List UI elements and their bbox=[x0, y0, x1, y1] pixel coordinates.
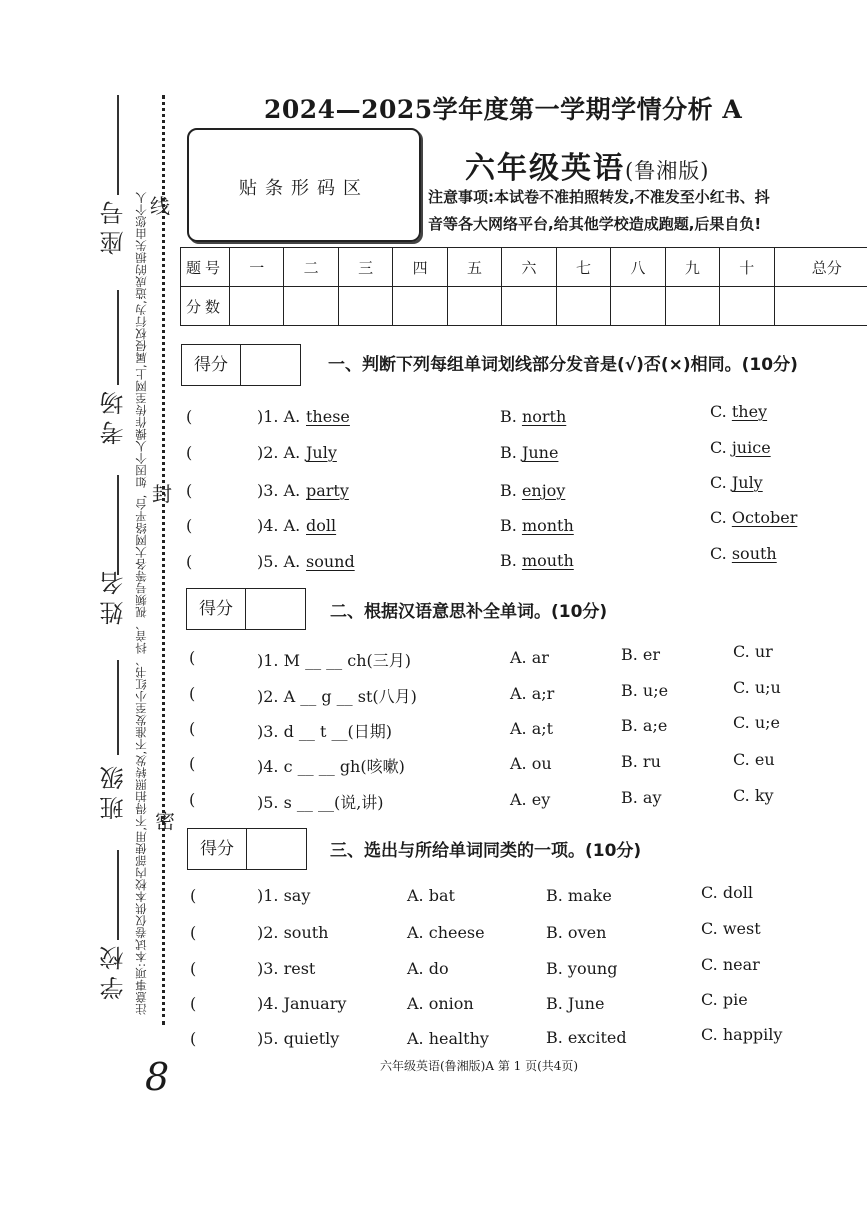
section-3-title: 三、选出与所给单词同类的一项。(10分) bbox=[330, 841, 642, 861]
option-a: party bbox=[306, 481, 349, 500]
answer-paren[interactable]: ( bbox=[190, 886, 197, 905]
option-b: B. June bbox=[500, 443, 559, 462]
option-c-word: juice bbox=[731, 438, 771, 457]
score-cell[interactable] bbox=[720, 287, 774, 326]
score-cell[interactable] bbox=[393, 287, 447, 326]
option-a: these bbox=[306, 407, 350, 426]
option-c: C. ky bbox=[733, 786, 774, 805]
score-cell[interactable] bbox=[447, 287, 501, 326]
answer-paren[interactable]: ( bbox=[189, 648, 196, 667]
score-cell[interactable] bbox=[556, 287, 610, 326]
option-c: C. ur bbox=[733, 642, 773, 661]
subject-name: 六年级英语 bbox=[465, 151, 625, 186]
notice-line-2: 音等各大网络平台,给其他学校造成跑题,后果自负! bbox=[428, 215, 762, 233]
side-notice-top: 如因个人操作传至网上,属侵权行为,造成的损失由您个人 bbox=[134, 191, 148, 488]
option-b: B. er bbox=[621, 645, 661, 664]
option-b: B. oven bbox=[546, 923, 607, 942]
item-stem: )2. A __ g __ st(八月) bbox=[257, 687, 417, 706]
option-c: C. eu bbox=[733, 750, 775, 769]
option-c: C. pie bbox=[701, 990, 748, 1009]
option-c: C. July bbox=[710, 473, 763, 492]
item-stem: )2. south bbox=[257, 923, 329, 942]
option-a: A. a;r bbox=[510, 684, 555, 703]
score-table bbox=[180, 247, 867, 326]
option-b: B. month bbox=[500, 516, 574, 535]
answer-paren[interactable]: ( bbox=[186, 443, 193, 462]
option-c: C. happily bbox=[701, 1025, 783, 1044]
score-box-label: 得分 bbox=[188, 829, 247, 869]
answer-paren[interactable]: ( bbox=[186, 516, 193, 535]
edition-name: (鲁湘版) bbox=[625, 159, 710, 183]
exam-room-label: 考场 bbox=[100, 385, 128, 445]
school-blank-line bbox=[117, 850, 119, 940]
option-c: C. juice bbox=[710, 438, 771, 457]
option-a: A. a;t bbox=[510, 719, 554, 738]
seal-char-line: 线 bbox=[150, 194, 170, 218]
row-label-question: 题号 bbox=[181, 248, 230, 287]
option-c: C. they bbox=[710, 402, 768, 421]
item-stem: )5. s __ __(说,讲) bbox=[257, 793, 384, 812]
class-blank-line bbox=[117, 660, 119, 755]
option-b: B. June bbox=[546, 994, 605, 1013]
barcode-label: 贴条形码区 bbox=[239, 178, 369, 199]
option-c: C. west bbox=[701, 919, 761, 938]
item-stem: )1. M __ __ ch(三月) bbox=[257, 651, 411, 670]
col-6: 六 bbox=[502, 248, 556, 287]
score-cell[interactable] bbox=[774, 287, 867, 326]
answer-paren[interactable]: ( bbox=[190, 1029, 197, 1048]
score-box-section-2 bbox=[186, 588, 306, 630]
notice-line-1: 注意事项:本试卷不准拍照转发,不准发至小红书、抖 bbox=[428, 188, 770, 206]
seat-blank-line bbox=[117, 95, 119, 195]
name-blank-line bbox=[117, 475, 119, 575]
item-stem: )1. say bbox=[257, 886, 311, 905]
col-1: 一 bbox=[230, 248, 284, 287]
answer-paren[interactable]: ( bbox=[190, 959, 197, 978]
answer-paren[interactable]: ( bbox=[189, 684, 196, 703]
option-b: B. young bbox=[546, 959, 618, 978]
answer-paren[interactable]: ( bbox=[190, 923, 197, 942]
option-b: B. ru bbox=[621, 752, 661, 771]
option-a: A. ar bbox=[510, 648, 549, 667]
score-box-section-3 bbox=[187, 828, 307, 870]
option-b: B. north bbox=[500, 407, 567, 426]
answer-paren[interactable]: ( bbox=[189, 719, 196, 738]
col-3: 三 bbox=[338, 248, 392, 287]
option-b-word: enjoy bbox=[521, 481, 566, 500]
school-label: 学校 bbox=[100, 940, 128, 1000]
option-a: sound bbox=[306, 552, 355, 571]
score-cell[interactable] bbox=[338, 287, 392, 326]
section-2-title: 二、根据汉语意思补全单词。(10分) bbox=[330, 602, 608, 622]
page-footer: 六年级英语(鲁湘版)A 第 1 页(共4页) bbox=[380, 1059, 579, 1073]
row-label-score: 分数 bbox=[181, 287, 230, 326]
option-a: doll bbox=[306, 516, 337, 535]
option-b: B. make bbox=[546, 886, 612, 905]
side-notice-bottom: 注意事项:本试卷仅供本校内部使用,不得拍照转发,不准发至小红书、抖音、视频号等各大网络平台, bbox=[134, 494, 148, 1015]
option-b: B. excited bbox=[546, 1028, 627, 1047]
option-c: C. u;u bbox=[733, 678, 781, 697]
score-table-header-row bbox=[181, 248, 867, 287]
item-number: )3. A. bbox=[257, 481, 301, 500]
option-a: A. ou bbox=[510, 754, 552, 773]
option-a: A. do bbox=[407, 959, 449, 978]
option-b-word: mouth bbox=[521, 551, 574, 570]
item-stem: )3. rest bbox=[257, 959, 316, 978]
item-stem: )5. quietly bbox=[257, 1029, 340, 1048]
col-10: 十 bbox=[720, 248, 774, 287]
score-cell[interactable] bbox=[611, 287, 665, 326]
binding-dotted-line bbox=[162, 95, 165, 1025]
option-c: C. u;e bbox=[733, 713, 781, 732]
exam-title: 2024—2025学年度第一学期学情分析 A bbox=[264, 95, 743, 124]
col-9: 九 bbox=[665, 248, 719, 287]
section-1-title: 一、判断下列每组单词划线部分发音是(√)否(×)相同。(10分) bbox=[328, 355, 798, 375]
option-c: C. October bbox=[710, 508, 798, 527]
option-c-word: July bbox=[731, 473, 763, 492]
subject-title bbox=[465, 143, 709, 187]
score-table-score-row bbox=[181, 287, 867, 326]
item-number: )5. A. bbox=[257, 552, 301, 571]
score-cell[interactable] bbox=[230, 287, 284, 326]
option-c: C. doll bbox=[701, 883, 753, 902]
score-box-label: 得分 bbox=[182, 345, 241, 385]
col-8: 八 bbox=[611, 248, 665, 287]
answer-paren[interactable]: ( bbox=[190, 994, 197, 1013]
handwritten-number: 8 bbox=[145, 1055, 170, 1099]
item-number: )2. A. bbox=[257, 443, 301, 462]
item-stem: )4. c __ __ gh(咳嗽) bbox=[257, 757, 405, 776]
option-b: B. a;e bbox=[621, 716, 668, 735]
item-stem: )3. d __ t __(日期) bbox=[257, 722, 393, 741]
item-stem: )4. January bbox=[257, 994, 347, 1013]
room-blank-line bbox=[117, 290, 119, 385]
seal-char-seal: 封 bbox=[152, 482, 172, 506]
score-box-label: 得分 bbox=[187, 589, 246, 629]
option-a: A. cheese bbox=[407, 923, 485, 942]
option-b: B. ay bbox=[621, 788, 662, 807]
answer-paren[interactable]: ( bbox=[189, 754, 196, 773]
col-2: 二 bbox=[284, 248, 338, 287]
item-number: )1. A. bbox=[257, 407, 301, 426]
score-cell[interactable] bbox=[284, 287, 338, 326]
score-cell[interactable] bbox=[665, 287, 719, 326]
option-a: A. ey bbox=[510, 790, 551, 809]
col-4: 四 bbox=[393, 248, 447, 287]
class-label: 班级 bbox=[100, 760, 128, 820]
col-7: 七 bbox=[556, 248, 610, 287]
option-c-word: October bbox=[731, 508, 798, 527]
option-c: C. south bbox=[710, 544, 777, 563]
answer-paren[interactable]: ( bbox=[189, 790, 196, 809]
seat-label: 座号 bbox=[100, 195, 128, 255]
option-b-word: north bbox=[521, 407, 567, 426]
answer-paren[interactable]: ( bbox=[186, 407, 193, 426]
option-a: July bbox=[306, 443, 337, 462]
option-a: A. bat bbox=[407, 886, 455, 905]
option-b: B. enjoy bbox=[500, 481, 566, 500]
option-b-word: month bbox=[521, 516, 574, 535]
option-b: B. u;e bbox=[621, 681, 669, 700]
option-c: C. near bbox=[701, 955, 760, 974]
seal-char-secret: 密 bbox=[155, 809, 175, 833]
option-a: A. healthy bbox=[407, 1029, 489, 1048]
item-number: )4. A. bbox=[257, 516, 301, 535]
score-box-section-1 bbox=[181, 344, 301, 386]
answer-paren[interactable]: ( bbox=[186, 481, 193, 500]
option-c-word: south bbox=[731, 544, 777, 563]
score-cell[interactable] bbox=[502, 287, 556, 326]
option-c-word: they bbox=[731, 402, 768, 421]
col-5: 五 bbox=[447, 248, 501, 287]
col-total: 总分 bbox=[774, 248, 867, 287]
barcode-area bbox=[187, 128, 421, 242]
name-label: 姓名 bbox=[100, 565, 128, 625]
answer-paren[interactable]: ( bbox=[186, 552, 193, 571]
option-b-word: June bbox=[521, 443, 559, 462]
option-b: B. mouth bbox=[500, 551, 574, 570]
option-a: A. onion bbox=[407, 994, 474, 1013]
